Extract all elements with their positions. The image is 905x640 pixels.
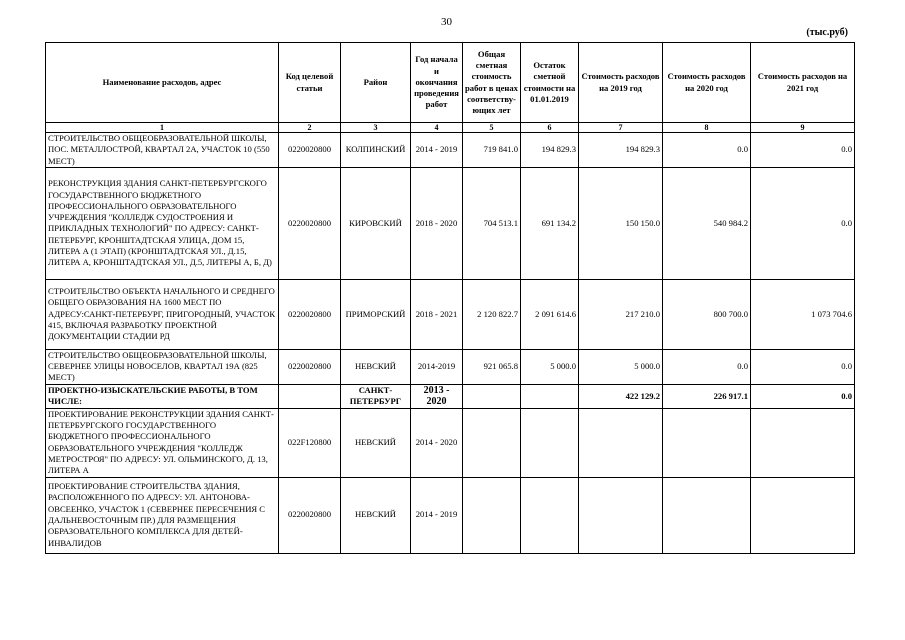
cost-2021: 1 073 704.6 xyxy=(751,279,855,349)
target-code: 0220020800 xyxy=(279,279,341,349)
cost-2020: 226 917.1 xyxy=(663,384,751,408)
column-number: 7 xyxy=(579,123,663,133)
expense-name: СТРОИТЕЛЬСТВО ОБЩЕОБРАЗОВАТЕЛЬНОЙ ШКОЛЫ, ПОС. МЕТАЛЛОСТРОЙ, КВАРТАЛ 2А, УЧАСТОК 10 (550 МЕСТ) xyxy=(46,133,279,168)
cost-2019 xyxy=(579,477,663,553)
remaining-cost xyxy=(521,477,579,553)
target-code: 0220020800 xyxy=(279,167,341,279)
cost-2020: 540 984.2 xyxy=(663,167,751,279)
target-code xyxy=(279,384,341,408)
header-remaining-cost: Остаток сметной стоимости на 01.01.2019 xyxy=(521,43,579,123)
cost-2019: 217 210.0 xyxy=(579,279,663,349)
cost-2021: 0.0 xyxy=(751,384,855,408)
cost-2019: 194 829.3 xyxy=(579,133,663,168)
cost-2020: 0.0 xyxy=(663,133,751,168)
expense-name: ПРОЕКТИРОВАНИЕ РЕКОНСТРУКЦИИ ЗДАНИЯ САНКТ-ПЕТЕРБУРГСКОГО ГОСУДАРСТВЕННОГО БЮДЖЕТНОГО ПРОФЕССИОНАЛЬНОГО ОБРАЗОВАТЕЛЬНОГО УЧРЕЖДЕНИЯ "КОЛЛЕДЖ МЕТРОСТРОЯ" ПО АДРЕСУ: УЛ. ОЛЬМИНСКОГО, Д. 13, ЛИТЕРА А xyxy=(46,408,279,477)
column-number: 6 xyxy=(521,123,579,133)
expense-name: СТРОИТЕЛЬСТВО ОБЩЕОБРАЗОВАТЕЛЬНОЙ ШКОЛЫ, СЕВЕРНЕЕ УЛИЦЫ НОВОСЕЛОВ, КВАРТАЛ 19А (825 МЕСТ) xyxy=(46,349,279,384)
header-district: Район xyxy=(341,43,411,123)
total-cost: 719 841.0 xyxy=(463,133,521,168)
expense-name: ПРОЕКТНО-ИЗЫСКАТЕЛЬСКИЕ РАБОТЫ, В ТОМ ЧИСЛЕ: xyxy=(46,384,279,408)
table-row xyxy=(46,408,855,477)
units-label: (тыс.руб) xyxy=(806,27,848,38)
remaining-cost: 2 091 614.6 xyxy=(521,279,579,349)
cost-2019 xyxy=(579,408,663,477)
target-code: 0220020800 xyxy=(279,477,341,553)
total-cost: 921 065.8 xyxy=(463,349,521,384)
column-number: 9 xyxy=(751,123,855,133)
target-code: 022F120800 xyxy=(279,408,341,477)
header-name: Наименование расходов, адрес xyxy=(46,43,279,123)
cost-2020: 0.0 xyxy=(663,349,751,384)
cost-2019: 150 150.0 xyxy=(579,167,663,279)
column-number-row xyxy=(46,123,855,133)
remaining-cost: 194 829.3 xyxy=(521,133,579,168)
header-total-cost: Общая сметная стоимость работ в ценах соответству-ющих лет xyxy=(463,43,521,123)
remaining-cost xyxy=(521,408,579,477)
budget-table xyxy=(45,42,855,554)
header-code: Код целевой статьи xyxy=(279,43,341,123)
expense-name: РЕКОНСТРУКЦИЯ ЗДАНИЯ САНКТ-ПЕТЕРБУРГСКОГО ГОСУДАРСТВЕННОГО БЮДЖЕТНОГО ПРОФЕССИОНАЛЬНОГО ОБРАЗОВАТЕЛЬНОГО УЧРЕЖДЕНИЯ "КОЛЛЕДЖ СУДОСТРОЕНИЯ И ПРИКЛАДНЫХ ТЕХНОЛОГИЙ" ПО АДРЕСУ: САНКТ-ПЕТЕРБУРГ, КРОНШТАДТСКАЯ УЛИЦА, ДОМ 15, ЛИТЕРА А (1 ЭТАП) (КРОНШТАДТСКАЯ УЛ., Д.15, ЛИТЕРА А, КРОНШТАДТСКАЯ УЛ., Д.5, ЛИТЕРЫ А, Б, Д) xyxy=(46,167,279,279)
column-number: 4 xyxy=(411,123,463,133)
cost-2020: 800 700.0 xyxy=(663,279,751,349)
header-row xyxy=(46,43,855,123)
work-years: 2018 - 2020 xyxy=(411,167,463,279)
cost-2019: 5 000.0 xyxy=(579,349,663,384)
header-cost-2020: Стоимость расходов на 2020 год xyxy=(663,43,751,123)
column-number: 8 xyxy=(663,123,751,133)
page-number: 30 xyxy=(441,16,452,28)
district: НЕВСКИЙ xyxy=(341,349,411,384)
cost-2019: 422 129.2 xyxy=(579,384,663,408)
column-number: 1 xyxy=(46,123,279,133)
header-cost-2019: Стоимость расходов на 2019 год xyxy=(579,43,663,123)
cost-2021: 0.0 xyxy=(751,167,855,279)
district: КИРОВСКИЙ xyxy=(341,167,411,279)
total-cost xyxy=(463,477,521,553)
header-cost-2021: Стоимость расходов на 2021 год xyxy=(751,43,855,123)
table-row xyxy=(46,349,855,384)
cost-2021: 0.0 xyxy=(751,133,855,168)
table-row-subtotal xyxy=(46,384,855,408)
total-cost xyxy=(463,384,521,408)
column-number: 2 xyxy=(279,123,341,133)
district: НЕВСКИЙ xyxy=(341,408,411,477)
header-years: Год начала и окончания проведения работ xyxy=(411,43,463,123)
work-years: 2014 - 2019 xyxy=(411,477,463,553)
target-code: 0220020800 xyxy=(279,133,341,168)
work-years: 2014 - 2020 xyxy=(411,408,463,477)
column-number: 5 xyxy=(463,123,521,133)
remaining-cost: 5 000.0 xyxy=(521,349,579,384)
district: ПРИМОРСКИЙ xyxy=(341,279,411,349)
total-cost: 2 120 822.7 xyxy=(463,279,521,349)
expense-name: СТРОИТЕЛЬСТВО ОБЪЕКТА НАЧАЛЬНОГО И СРЕДНЕГО ОБЩЕГО ОБРАЗОВАНИЯ НА 1600 МЕСТ ПО АДРЕСУ:САНКТ-ПЕТЕРБУРГ, ПРИГОРОДНЫЙ, УЧАСТОК 415, ВКЛЮЧАЯ РАЗРАБОТКУ ПРОЕКТНОЙ ДОКУМЕНТАЦИИ СТАДИИ РД xyxy=(46,279,279,349)
district: САНКТ-ПЕТЕРБУРГ xyxy=(341,384,411,408)
table-row xyxy=(46,167,855,279)
cost-2021 xyxy=(751,408,855,477)
table-row xyxy=(46,133,855,168)
cost-2021: 0.0 xyxy=(751,349,855,384)
table-row xyxy=(46,279,855,349)
district: КОЛПИНСКИЙ xyxy=(341,133,411,168)
table-row xyxy=(46,477,855,553)
expense-name: ПРОЕКТИРОВАНИЕ СТРОИТЕЛЬСТВА ЗДАНИЯ, РАСПОЛОЖЕННОГО ПО АДРЕСУ: УЛ. АНТОНОВА-ОВСЕЕНКО, УЧАСТОК 1 (СЕВЕРНЕЕ ПЕРЕСЕЧЕНИЯ С ДАЛЬНЕВОСТОЧНЫМ ПР.) ДЛЯ РАЗМЕЩЕНИЯ ОБРАЗОВАТЕЛЬНОГО КОМПЛЕКСА ДЛЯ ДЕТЕЙ-ИНВАЛИДОВ xyxy=(46,477,279,553)
work-years: 2013 - 2020 xyxy=(411,384,463,408)
work-years: 2014-2019 xyxy=(411,349,463,384)
total-cost: 704 513.1 xyxy=(463,167,521,279)
work-years: 2018 - 2021 xyxy=(411,279,463,349)
cost-2020 xyxy=(663,477,751,553)
total-cost xyxy=(463,408,521,477)
work-years: 2014 - 2019 xyxy=(411,133,463,168)
target-code: 0220020800 xyxy=(279,349,341,384)
district: НЕВСКИЙ xyxy=(341,477,411,553)
cost-2021 xyxy=(751,477,855,553)
remaining-cost xyxy=(521,384,579,408)
column-number: 3 xyxy=(341,123,411,133)
remaining-cost: 691 134.2 xyxy=(521,167,579,279)
cost-2020 xyxy=(663,408,751,477)
